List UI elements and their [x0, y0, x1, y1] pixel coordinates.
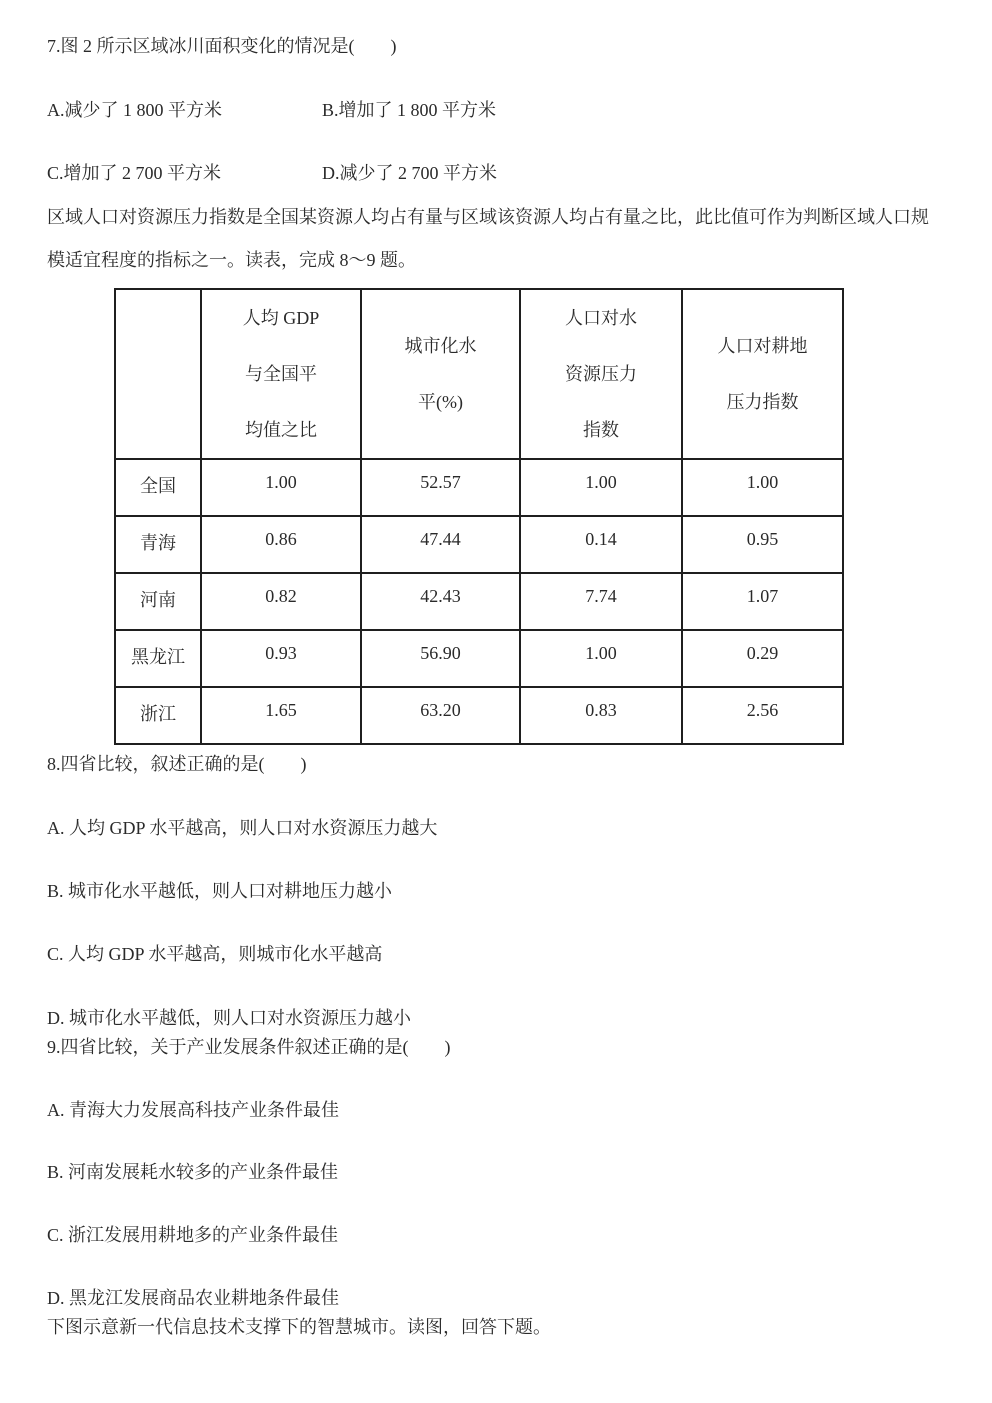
gdp-ratio-value: 0.86: [201, 516, 361, 573]
table-corner-cell: [115, 289, 201, 459]
gdp-ratio-value: 0.93: [201, 630, 361, 687]
water-pressure-value: 1.00: [520, 459, 682, 516]
intro-paragraph-line-1: 区域人口对资源压力指数是全国某资源人均占有量与区域该资源人均占有量之比，此比值可作为判断区域人口规: [47, 207, 929, 227]
question-7-option-c: C.增加了 2 700 平方米: [47, 163, 222, 183]
table-row: [115, 630, 843, 687]
smart-city-intro-line: 下图示意新一代信息技术支撑下的智慧城市。读图，回答下题。: [47, 1317, 551, 1337]
pressure-index-table: [114, 288, 844, 745]
row-label: 浙江: [115, 687, 201, 744]
table-header-urbanization: 城市化水 平(%): [361, 289, 520, 459]
table-header-land-pressure: 人口对耕地 压力指数: [682, 289, 843, 459]
table-row: [115, 459, 843, 516]
land-pressure-value: 1.07: [682, 573, 843, 630]
land-pressure-value: 0.95: [682, 516, 843, 573]
question-9-option-b: B. 河南发展耗水较多的产业条件最佳: [47, 1162, 339, 1182]
table-row: [115, 573, 843, 630]
question-8-stem: 8.四省比较，叙述正确的是( ): [47, 754, 307, 774]
urbanization-value: 56.90: [361, 630, 520, 687]
question-9-option-a: A. 青海大力发展高科技产业条件最佳: [47, 1100, 339, 1120]
water-pressure-value: 1.00: [520, 630, 682, 687]
question-8-option-d: D. 城市化水平越低，则人口对水资源压力越小: [47, 1008, 411, 1028]
question-8-option-c: C. 人均 GDP 水平越高，则城市化水平越高: [47, 944, 383, 964]
question-7-stem: 7.图 2 所示区域冰川面积变化的情况是( ): [47, 36, 397, 56]
gdp-ratio-value: 1.65: [201, 687, 361, 744]
table-header-row: [115, 289, 843, 459]
row-label: 青海: [115, 516, 201, 573]
question-7-option-b: B.增加了 1 800 平方米: [322, 100, 497, 120]
row-label: 黑龙江: [115, 630, 201, 687]
table-row: [115, 687, 843, 744]
gdp-ratio-value: 0.82: [201, 573, 361, 630]
table-header-water-pressure: 人口对水 资源压力 指数: [520, 289, 682, 459]
question-7-option-a: A.减少了 1 800 平方米: [47, 100, 222, 120]
question-9-stem: 9.四省比较，关于产业发展条件叙述正确的是( ): [47, 1037, 451, 1057]
water-pressure-value: 0.83: [520, 687, 682, 744]
land-pressure-value: 2.56: [682, 687, 843, 744]
question-8-option-a: A. 人均 GDP 水平越高，则人口对水资源压力越大: [47, 818, 438, 838]
question-7-option-d: D.减少了 2 700 平方米: [322, 163, 497, 183]
table-header-gdp: 人均 GDP 与全国平 均值之比: [201, 289, 361, 459]
table-row: [115, 516, 843, 573]
urbanization-value: 63.20: [361, 687, 520, 744]
water-pressure-value: 0.14: [520, 516, 682, 573]
urbanization-value: 52.57: [361, 459, 520, 516]
intro-paragraph-line-2: 模适宜程度的指标之一。读表，完成 8～9 题。: [47, 250, 416, 270]
land-pressure-value: 1.00: [682, 459, 843, 516]
question-9-option-c: C. 浙江发展用耕地多的产业条件最佳: [47, 1225, 339, 1245]
question-9-option-d: D. 黑龙江发展商品农业耕地条件最佳: [47, 1288, 339, 1308]
urbanization-value: 42.43: [361, 573, 520, 630]
urbanization-value: 47.44: [361, 516, 520, 573]
question-8-option-b: B. 城市化水平越低，则人口对耕地压力越小: [47, 881, 393, 901]
gdp-ratio-value: 1.00: [201, 459, 361, 516]
row-label: 全国: [115, 459, 201, 516]
water-pressure-value: 7.74: [520, 573, 682, 630]
row-label: 河南: [115, 573, 201, 630]
land-pressure-value: 0.29: [682, 630, 843, 687]
